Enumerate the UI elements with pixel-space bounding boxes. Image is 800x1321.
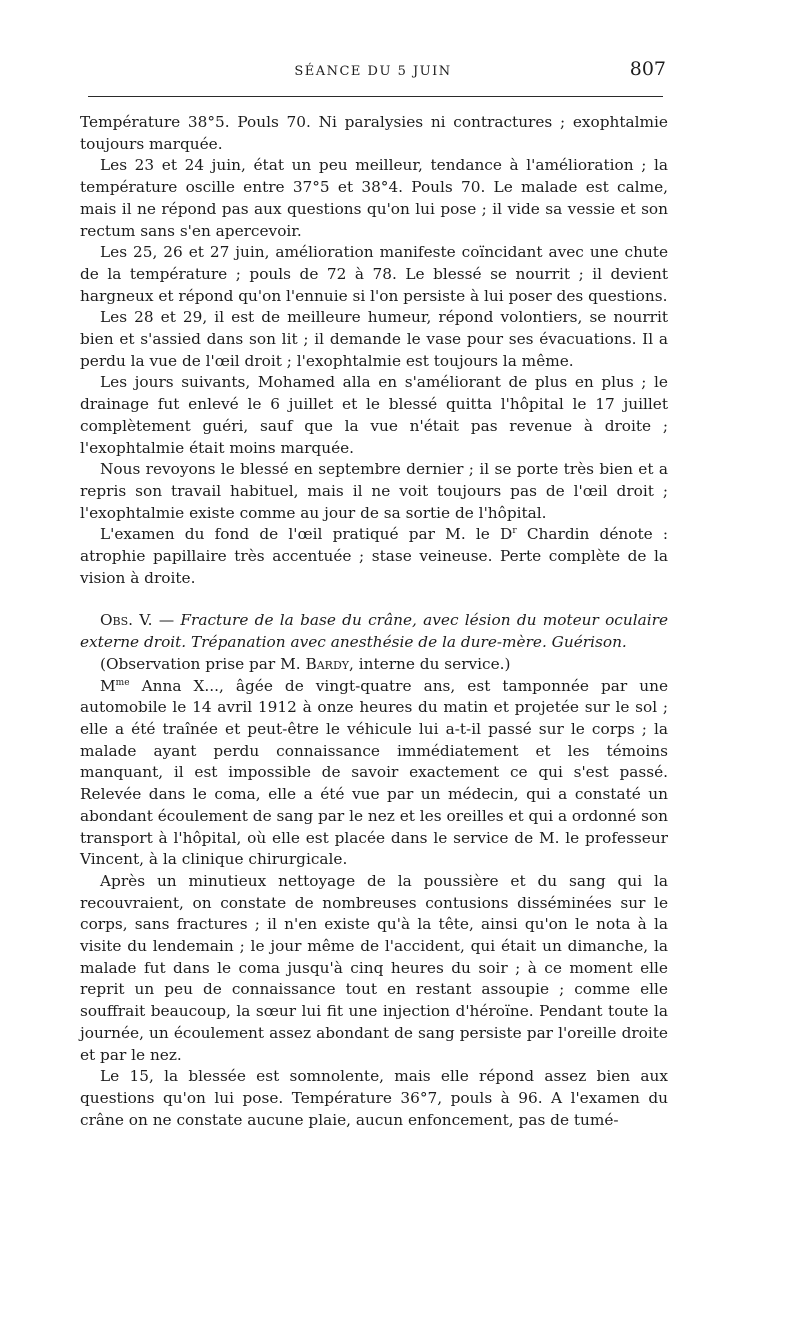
paragraph-anna — [80, 676, 668, 871]
running-title: SÉANCE DU 5 JUIN — [294, 64, 452, 79]
paragraph-septembre: Nous revoyons le blessé en septembre dernier ; il se porte très bien et a repris son travail habituel, mais il ne voit toujours pas de l'œil droit ; l'exophtalmie existe comme au jour de sa sortie de l'hôpital. — [80, 460, 668, 522]
paragraph-25-27-juin: Les 25, 26 et 27 juin, amélioration manifeste coïncidant avec une chute de la température ; pouls de 72 à 78. Le blessé se nourrit ; il devient hargneux et répond qu'on l'ennuie si l'on persiste à lui poser des questions. — [80, 243, 668, 305]
paragraph-nettoyage: Après un minutieux nettoyage de la poussière et du sang qui la recouvraient, on constate de nombreuses contusions disséminées sur le corps, sans fractures ; il n'en existe qu'à la tête, ainsi qu'on le nota à la visite du lendemain ; le jour même de l'accident, qui était un dimanche, la malade fut dans le coma jusqu'à cinq heures du soir ; à ce moment elle reprit un peu de connaissance tout en restant assoupie ; comme elle souffrait beaucoup, la sœur lui fit une injection d'héroïne. Pendant toute la journée, un écoulement assez abondant de sang persiste par l'oreille droite et par le nez. — [80, 871, 668, 1064]
observation-title: Fracture de la base du crâne, avec lésion du moteur oculaire externe droit. Trépanation avec anesthésie de la dure-mère. Guérison. — [80, 611, 668, 652]
header-rule — [88, 96, 663, 97]
observation-dash: — — [152, 611, 181, 630]
observation-block — [80, 610, 668, 1131]
chardin-text-start: L'examen du fond de l'œil pratiqué par M. le D — [100, 525, 513, 544]
paragraph-le-15: Le 15, la blessée est somnolente, mais elle répond assez bien aux questions qu'on lui pose. Température 36°7, pouls à 96. A l'examen du crâne on ne constate aucune plaie, aucun enfoncement, pas de tumé- — [80, 1067, 668, 1129]
observation-heading — [80, 610, 668, 653]
paragraph-examen-fond-oeil — [80, 524, 668, 589]
body-text — [80, 112, 668, 1131]
paragraph-jours-suivants: Les jours suivants, Mohamed alla en s'améliorant de plus en plus ; le drainage fut enlevé le 6 juillet et le blessé quitta l'hôpital le 17 juillet complètement guéri, sauf que la vue n'était pas revenue à droite ; l'exophtalmie était moins marquée. — [80, 373, 668, 457]
anna-text: Anna X..., âgée de vingt-quatre ans, est tamponnée par une automobile le 14 avril 1912 à onze heures du matin et projetée sur le sol ; elle a été traînée et peut-être le véhicule lui a-t-il passé sur le corps ; la malade ayant perdu connaissance immédiatement et les témoins manquant, il est impossible de savoir exactement ce qui s'est passé. Relevée dans le coma, elle a été vue par un médecin, qui a constaté un abondant écoulement de sang par le nez et les oreilles et qui a ordonné son transport à l'hôpital, où elle est placée dans le service de M. le professeur Vincent, à la clinique chirurgicale. — [80, 676, 668, 869]
observation-note — [80, 654, 668, 676]
madame-abbrev-sup: me — [115, 677, 130, 688]
paragraph-temperature: Température 38°5. Pouls 70. Ni paralysies ni contractures ; exophtalmie toujours marquée. — [80, 113, 668, 153]
paragraph-28-29: Les 28 et 29, il est de meilleure humeur, répond volontiers, se nourrit bien et s'assied dans son lit ; il demande le vase pour ses évacuations. Il a perdu la vue de l'œil droit ; l'exophtalmie est toujours la même. — [80, 308, 668, 370]
chardin-text-end: Chardin dénote : atrophie papillaire très accentuée ; stase veineuse. Perte complète de la vision à droite. — [80, 525, 669, 587]
madame-abbrev: M — [100, 676, 116, 695]
observation-note-suffix: , interne du service.) — [349, 654, 511, 673]
page-header — [80, 58, 666, 88]
paragraph-23-24-juin: Les 23 et 24 juin, état un peu meilleur, tendance à l'amélioration ; la température oscille entre 37°5 et 38°4. Pouls 70. Le malade est calme, mais il ne répond pas aux questions qu'on lui pose ; il vide sa vessie et son rectum sans s'en apercevoir. — [80, 156, 668, 240]
observation-note-prefix: (Observation prise par M. — [100, 654, 306, 673]
observation-note-author: Bardy — [305, 654, 350, 673]
doctor-abbrev-sup: r — [512, 526, 517, 537]
page-number: 807 — [629, 58, 666, 80]
observation-label: Obs. V. — [100, 611, 153, 630]
